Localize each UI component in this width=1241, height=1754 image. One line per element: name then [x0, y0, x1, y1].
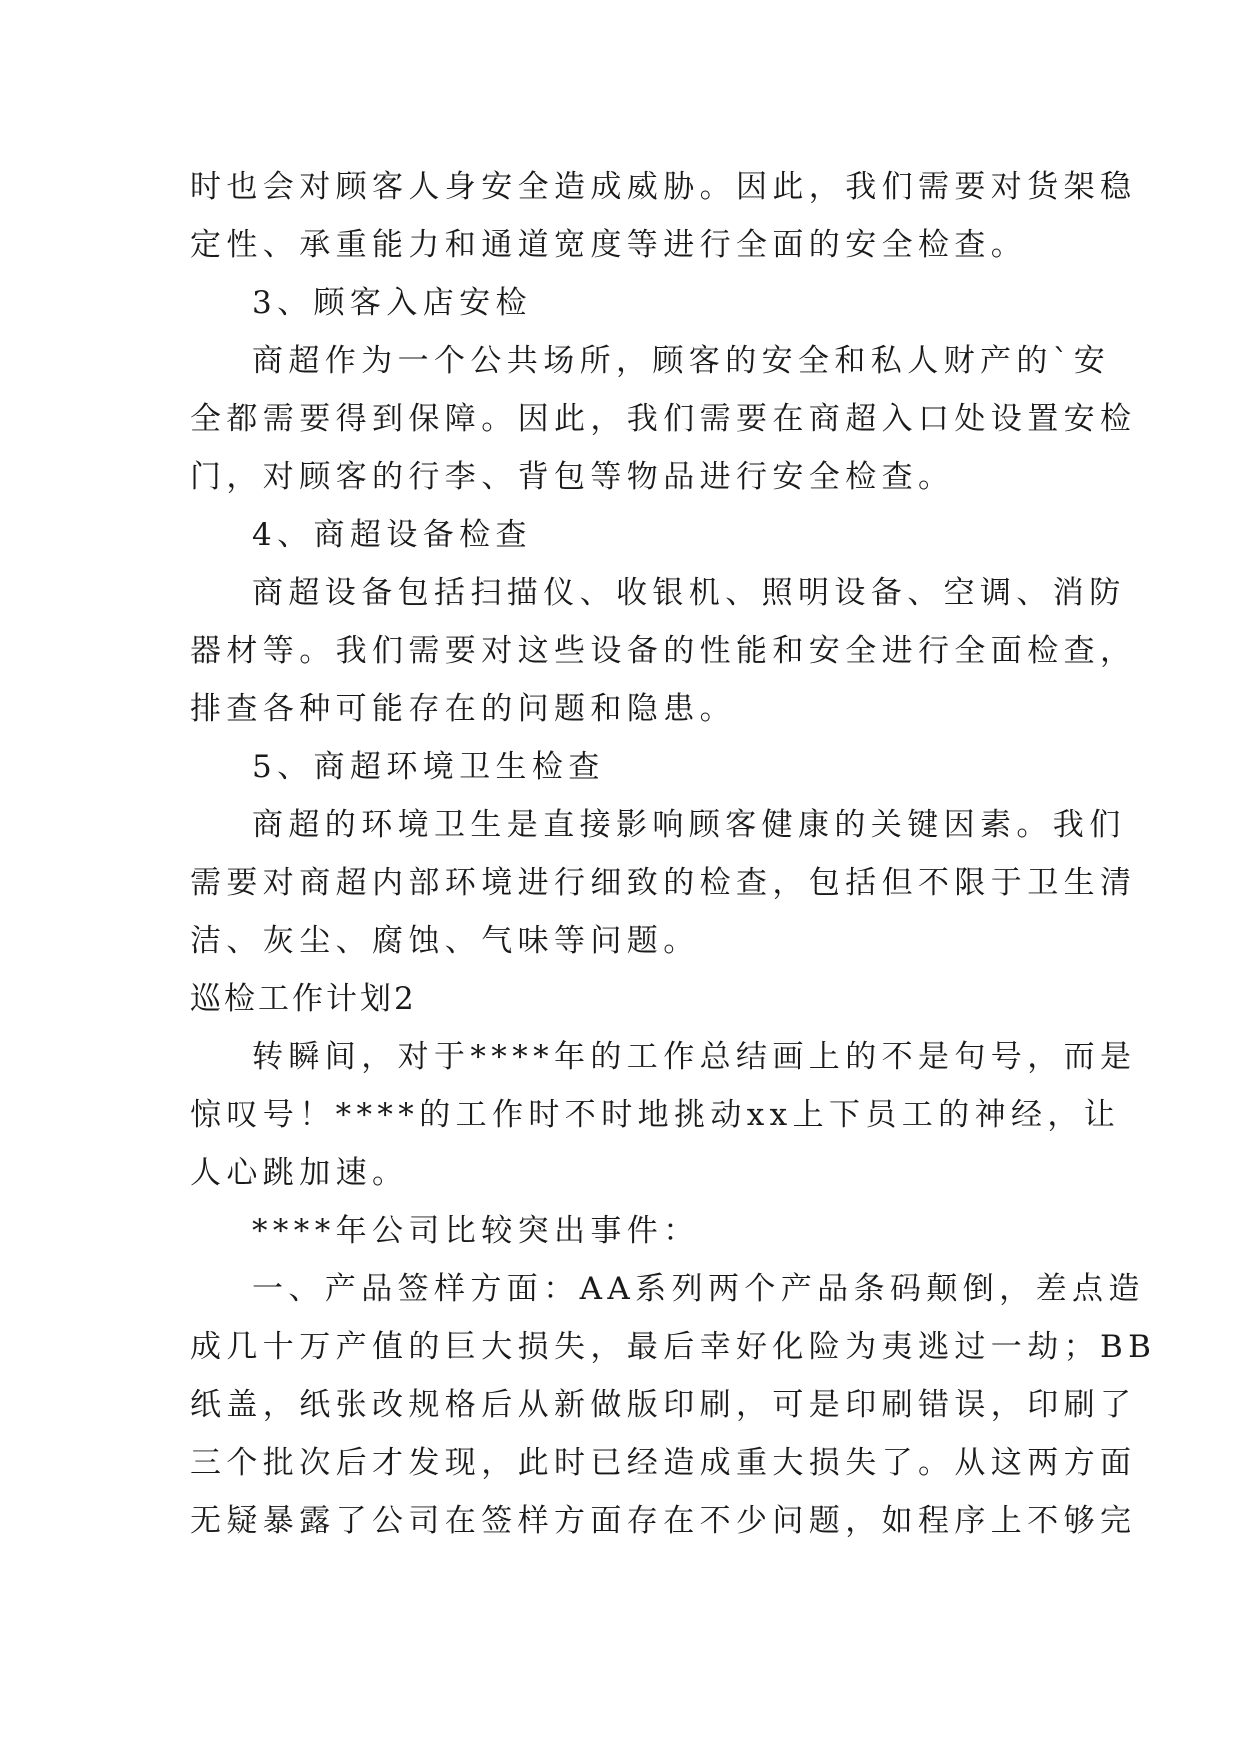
body-text-line: 洁、灰尘、腐蚀、气味等问题。 [190, 923, 700, 959]
body-text-line: 器材等。我们需要对这些设备的性能和安全进行全面检查， [190, 633, 1137, 669]
body-text-line: 需要对商超内部环境进行细致的检查，包括但不限于卫生清 [190, 865, 1137, 901]
document-section-title: 巡检工作计划2 [190, 981, 417, 1017]
paragraph-first-line: 转瞬间，对于****年的工作总结画上的不是句号，而是 [252, 1039, 1137, 1075]
body-text-line: 时也会对顾客人身安全造成威胁。因此，我们需要对货架稳 [190, 169, 1137, 205]
body-text-line: 人心跳加速。 [190, 1155, 409, 1191]
body-text-line: 惊叹号！****的工作时不时地挑动xx上下员工的神经，让 [190, 1097, 1121, 1133]
paragraph-first-line: 一、产品签样方面：AA系列两个产品条码颠倒，差点造 [252, 1271, 1145, 1307]
body-text-line: 成几十万产值的巨大损失，最后幸好化险为夷逃过一劫；BB [190, 1329, 1157, 1365]
body-text-line: 排查各种可能存在的问题和隐患。 [190, 691, 736, 727]
body-text-line: 纸盖，纸张改规格后从新做版印刷，可是印刷错误，印刷了 [190, 1387, 1137, 1423]
body-text-line: 三个批次后才发现，此时已经造成重大损失了。从这两方面 [190, 1445, 1137, 1481]
body-text-line: 门，对顾客的行李、背包等物品进行安全检查。 [190, 459, 955, 495]
section-heading: 4、商超设备检查 [252, 517, 532, 553]
paragraph-first-line: 商超的环境卫生是直接影响顾客健康的关键因素。我们 [252, 807, 1126, 843]
body-text-line: 定性、承重能力和通道宽度等进行全面的安全检查。 [190, 227, 1028, 263]
body-text-line: 无疑暴露了公司在签样方面存在不少问题，如程序上不够完 [190, 1503, 1137, 1539]
section-heading: 5、商超环境卫生检查 [252, 749, 605, 785]
paragraph-first-line: ****年公司比较突出事件： [252, 1213, 700, 1249]
paragraph-first-line: 商超设备包括扫描仪、收银机、照明设备、空调、消防 [252, 575, 1126, 611]
paragraph-first-line: 商超作为一个公共场所，顾客的安全和私人财产的`安 [252, 343, 1111, 379]
body-text-line: 全都需要得到保障。因此，我们需要在商超入口处设置安检 [190, 401, 1137, 437]
section-heading: 3、顾客入店安检 [252, 285, 532, 321]
